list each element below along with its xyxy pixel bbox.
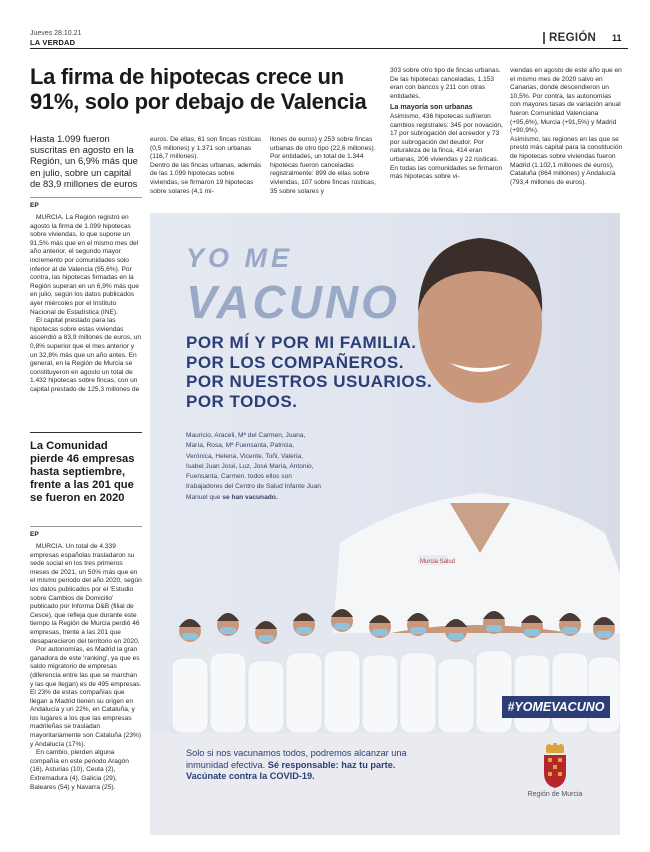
article-byline: EP (30, 202, 39, 209)
footer-bold-2: Vacúnate contra la COVID-19. (186, 771, 315, 781)
paragraph: MURCIA. La Región registró en agosto la firma de 1.099 hipotecas sobre viviendas, lo que supone un 91,5% más que en el mismo mes del año anterior, el segundo mayor incremento por comunidades solo inferior al de Valencia (95,6%). Por contra, las hipotecas firmadas en la Región superan en un 6,9% más que en julio, según los datos publicados ayer miércoles por el Instituto Nacional de Estadística (INE). (30, 214, 139, 316)
slogan-line: POR TODOS. (186, 391, 298, 411)
page-number: 11 (612, 33, 622, 43)
article-dek: Hasta 1.099 fueron suscritas en agosto en la Región, un 6,9% más que en julio, sobre un capital de 83,9 millones de euros (30, 133, 138, 189)
article2-byline: EP (30, 531, 39, 538)
staff-names-bold: se han vacunado. (222, 493, 278, 501)
article-column-2: euros. De ellas, 61 son fincas rústicas (0,5 millones) y 1.371 son urbanas (116,7 millones). Dentro de las fincas urbanas, además de las 1.099 hipotecas sobre viviendas, se firmaron 19 hipotecas sobre solares (4,1 mi- (150, 136, 262, 195)
slogan-line: POR NUESTROS USUARIOS. (186, 372, 433, 391)
newspaper-name: LA VERDAD (30, 38, 76, 47)
article-column-1 (30, 214, 142, 394)
header-rule (30, 48, 628, 49)
paragraph: Por autonomías, es Madrid la gran ganadora de este 'ranking', ya que es saldo migratorio de empresas (diferencia entre las que se marchan y las que llegan) es de 495 empresas. El 23% de estas compañías que llegan a Madrid tienen su origen en Andalucía y un 22%, en Cataluña, y los lugares a los que las empresas madrileñas se trasladan mayoritariamente son Cataluña (23%) y Andalucía (17%). (30, 646, 142, 748)
article2-top-rule (30, 432, 142, 433)
chest-logo: Murcia Salud (420, 559, 456, 565)
region-logo-text: Región de Murcia (527, 791, 583, 798)
ad-footer-text (186, 748, 436, 783)
ad-hashtag: #YOMEVACUNO (502, 696, 610, 718)
ad-title-top: YO ME (186, 243, 294, 273)
article2-headline: La Comunidad pierde 46 empresas hasta septiembre, frente a las 201 que se fueron en 2020 (30, 440, 135, 504)
footer-regular: Solo si nos vacunamos todos, podremos alcanzar una inmunidad efectiva. (186, 748, 407, 770)
article2-rule (30, 526, 142, 527)
article2-body (30, 543, 142, 792)
section-label: REGIÓN (543, 32, 596, 44)
paragraph: En cambio, pierden alguna compañía en este periodo Aragón (16), Asturias (10), Ceuta (2), Extremadura (4), Galicia (29), Baleares (54) y Navarra (25). (30, 749, 129, 791)
article-column-3: llones de euros) y 253 sobre fincas urbanas de otro tipo (22,6 millones). Por entidades, un total de 1.344 hipotecas fueron canceladas registralmente: 899 de ellas sobre viviendas, 107 sobre fincas rústicas, 35 sobre solares y (270, 136, 376, 195)
slogan-line: POR LOS COMPAÑEROS. (186, 352, 404, 372)
paragraph: El capital prestado para las hipotecas sobre estas viviendas ascendió a 83,9 millones de euros, un 0,8% superior que el mes anterior y un 32,8% más que un año antes. En general, en la Región de Murcia se constituyeron en agosto un total de 1.432 hipotecas sobre fincas, con un capital prestado de 125,3 millones de (30, 317, 142, 393)
dek-rule (30, 197, 142, 198)
paragraph: MURCIA. Un total de 4.339 empresas españolas trasladaron su sede social en los tres primeros meses de 2021, un 50% más que en el mismo periodo del año 2020, según los datos publicados por el 'Estudio sobre Cambios de Domicilio' publicado por Informa D&B (filial de Cesce), que refleja que durante este tiempo la Región de Murcia perdió 46 empresas, frente a las 201 que desaparecieron del territorio en 2020. (30, 543, 142, 645)
issue-date: Jueves 28.10.21 (30, 30, 82, 37)
paragraph: 303 sobre otro tipo de fincas urbanas. De las hipotecas canceladas, 1.153 eran con bancos y 211 con otras entidades. (390, 67, 501, 100)
staff-names-text: Mauricio, Araceli, Mª del Carmen, Juana, María, Rosa, Mª Fuensanta, Patricia, Verónica, Helena, Vicente, Toñi, Valeria, Isabel Juan José, Luz, José María, Antonio, Fuensanta, Carmen. todos ellos son trabajadores del Centro de Salud Infante Juan Manuel que (186, 432, 321, 501)
ad-slogan-lines (186, 333, 432, 411)
article-column-5: viendas en agosto de este año que en el mismo mes de 2020 salvo en Canarias, donde descendieron un 10,5%. Por contra, las autonomías con mayores tasas de variación anual fueron Comunidad Valenciana (+95,6%), Murcia (+91,5%) y Madrid (+90,9%). Asimismo, las regiones en las que se prestó más capital para la constitución de hipotecas sobre viviendas fueron Madrid (1.102,1 millones de euros), Cataluña (864 millones) y Andalucía (793,4 millones de euros). (510, 67, 623, 186)
slogan-line: POR MÍ Y POR MI FAMILIA. (186, 333, 417, 352)
article-column-4 (390, 67, 503, 182)
paragraph: Asimismo, 436 hipotecas sufrieron cambios registrales: 345 por novación, 17 por subrogación del acreedor y 73 por subrogación del deudor. Por naturaleza de la finca, 414 eran urbanas, 206 viviendas y 22 rústicas. En todas las comunidades se firmaron más hipotecas sobre vi- (390, 112, 503, 181)
ad-staff-names (186, 431, 321, 503)
article-headline: La firma de hipotecas crece un 91%, solo por debajo de Valencia (30, 64, 367, 114)
subheading: La mayoría son urbanas (390, 102, 473, 112)
vaccination-ad (150, 213, 620, 835)
footer-bold-1: Sé responsable: haz tu parte. (267, 759, 396, 770)
coat-of-arms-icon (540, 743, 570, 789)
ad-title-big: VACUNO (186, 276, 400, 328)
